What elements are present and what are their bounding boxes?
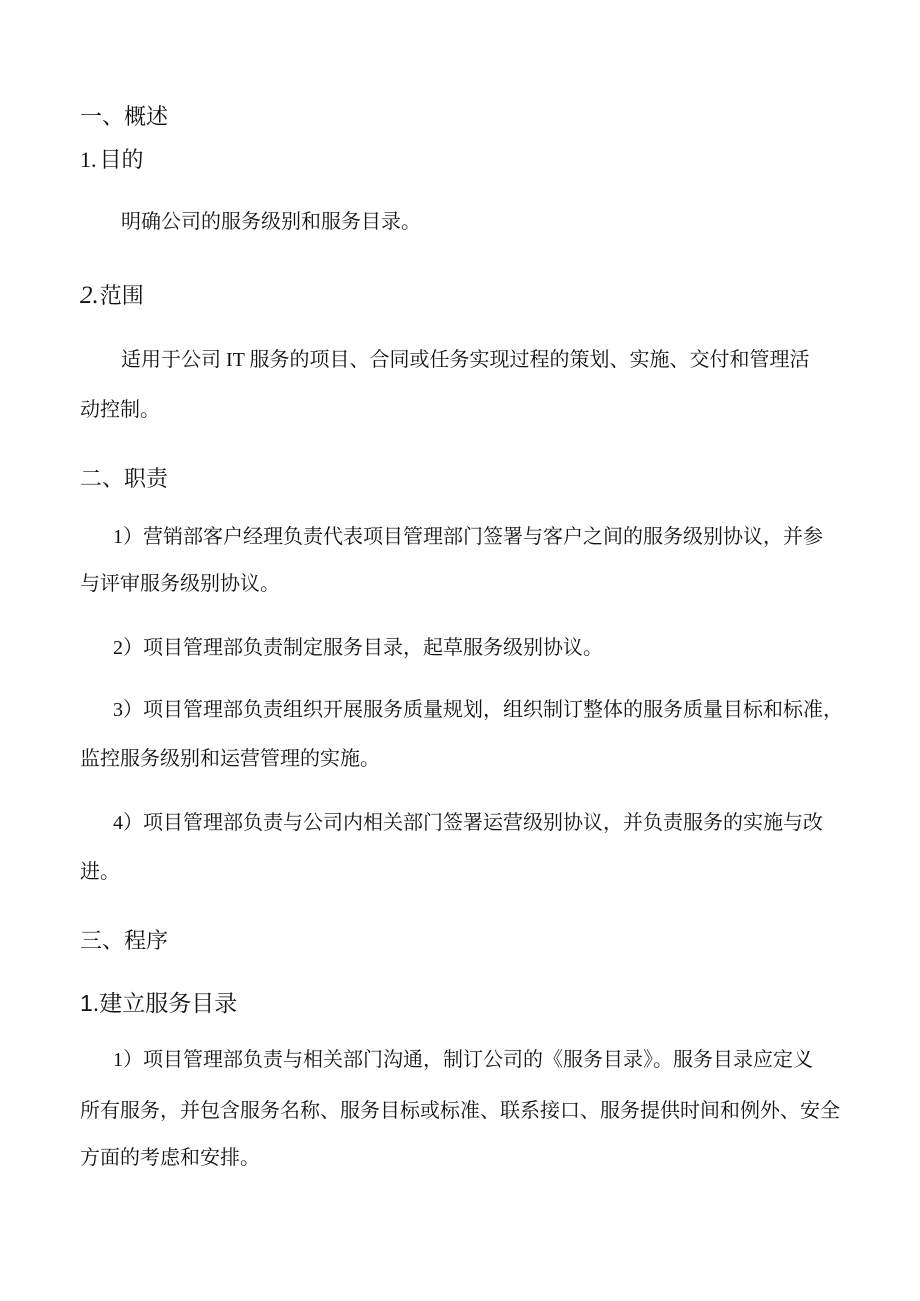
section-heading-overview: 一、概述 <box>80 104 169 129</box>
paragraph-line: 所有服务，并包含服务名称、服务目标或标准、联系接口、服务提供时间和例外、安全 <box>80 1100 840 1122</box>
paragraph-line: 方面的考虑和安排。 <box>80 1147 260 1169</box>
subsection-number: 2. <box>80 282 99 309</box>
paragraph-line: 明确公司的服务级别和服务目录。 <box>121 211 421 233</box>
paragraph-line: 与评审服务级别协议。 <box>80 573 280 595</box>
subsection-title: 建立服务目录 <box>99 990 238 1016</box>
subsection-number: 1. <box>80 990 100 1016</box>
paragraph-line: 4）项目管理部负责与公司内相关部门签署运营级别协议，并负责服务的实施与改 <box>113 812 823 834</box>
paragraph-line: 1）营销部客户经理负责代表项目管理部门签署与客户之间的服务级别协议，并参 <box>113 526 823 548</box>
paragraph-line: 2）项目管理部负责制定服务目录，起草服务级别协议。 <box>113 637 603 659</box>
subsection-title: 目的 <box>99 147 144 172</box>
subsection-heading-scope <box>80 281 144 311</box>
paragraph-line: 进。 <box>80 861 120 883</box>
subsection-heading-purpose <box>80 145 144 175</box>
paragraph-line: 监控服务级别和运营管理的实施。 <box>80 748 380 770</box>
subsection-heading-build-service-catalog <box>80 988 237 1018</box>
paragraph-line: 动控制。 <box>80 399 160 421</box>
subsection-number: 1. <box>80 147 97 172</box>
section-heading-procedure: 三、程序 <box>80 928 169 953</box>
paragraph-line: 适用于公司 IT 服务的项目、合同或任务实现过程的策划、实施、交付和管理活 <box>121 349 810 371</box>
subsection-title: 范围 <box>99 283 144 308</box>
paragraph-line: 1）项目管理部负责与相关部门沟通，制订公司的《服务目录》。服务目录应定义 <box>113 1049 813 1071</box>
section-heading-responsibilities: 二、职责 <box>80 466 169 491</box>
paragraph-line: 3）项目管理部负责组织开展服务质量规划，组织制订整体的服务质量目标和标准， <box>113 699 843 721</box>
